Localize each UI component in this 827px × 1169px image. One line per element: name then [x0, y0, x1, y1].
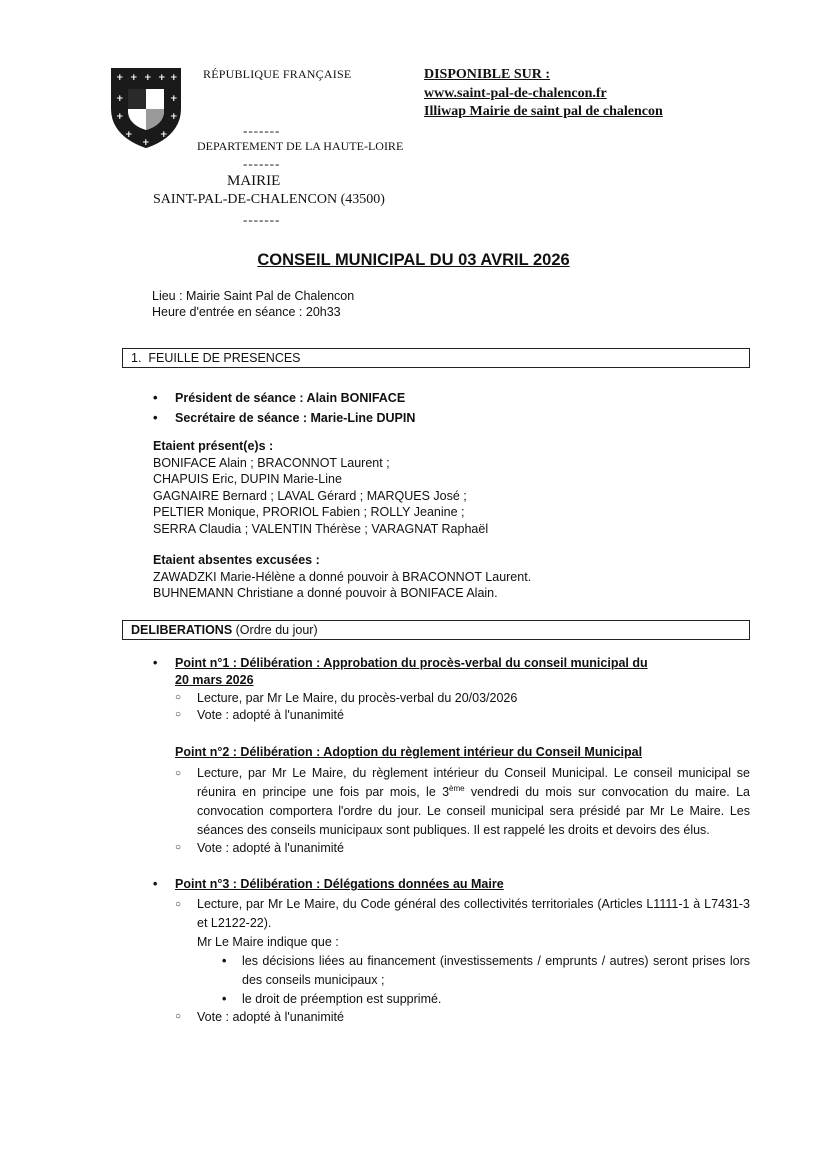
list-item: CHAPUIS Eric, DUPIN Marie-Line: [153, 472, 342, 486]
mairie-label: MAIRIE: [227, 173, 281, 189]
present-heading: Etaient présent(e)s :: [153, 439, 274, 453]
list-item: BUHNEMANN Christiane a donné pouvoir à BONIFACE Alain.: [153, 586, 498, 600]
circle-bullet-icon: ○: [175, 898, 182, 910]
svg-text:+: +: [116, 94, 124, 104]
section-number: 1.: [131, 351, 142, 365]
svg-text:+: +: [125, 130, 133, 140]
point-2: [150, 744, 750, 856]
list-item: ○ Vote : adopté à l'unanimité: [175, 707, 344, 722]
officers-list: [153, 388, 415, 428]
list-item: • Secrétaire de séance : Marie-Line DUPIN: [153, 409, 416, 425]
circle-bullet-icon: ○: [175, 1010, 182, 1022]
point-3: [150, 876, 750, 1025]
header-separator: -------: [243, 156, 281, 171]
svg-text:+: +: [160, 130, 168, 140]
svg-text:+: +: [170, 94, 178, 104]
svg-text:+: +: [170, 112, 178, 122]
circle-bullet-icon: ○: [175, 692, 182, 703]
svg-text:+: +: [144, 73, 152, 83]
bullet-dot-icon: •: [153, 877, 158, 891]
intro-text: Mr Le Maire indique que :: [197, 934, 339, 949]
svg-text:+: +: [130, 73, 138, 83]
circle-bullet-icon: ○: [175, 708, 182, 720]
point-title: • Point n°1 : Délibération : Approbation du procès-verbal du conseil municipal du: [153, 656, 648, 670]
list-item: ○ Lecture, par Mr Le Maire, du Code général des collectivités territoriales (Articles L1111-1 à L7431-3 et L2122-22).: [175, 896, 750, 930]
svg-text:+: +: [158, 73, 166, 83]
list-item: ○ Lecture, par Mr Le Maire, du procès-verbal du 20/03/2026: [175, 691, 518, 705]
svg-text:+: +: [116, 73, 124, 83]
meeting-info: [152, 288, 354, 320]
list-item: ○ Vote : adopté à l'unanimité: [175, 840, 344, 855]
absent-heading: Etaient absentes excusées :: [153, 553, 320, 567]
list-item: • Président de séance : Alain BONIFACE: [153, 389, 406, 405]
heure-text: Heure d'entrée en séance : 20h33: [152, 305, 341, 319]
section-deliberations: [122, 620, 750, 640]
list-item: ○ Lecture, par Mr Le Maire, du règlement intérieur du Conseil Municipal. Le conseil municipal se réunira en principe une fois par mois, le 3ème vendredi du mois sur convocation du maire. La convocation comportera l'ordre du jour. Le conseil municipal sera présidé par Mr Le Maire. Les séances des conseils municipaux sont publiques. Il est rappelé les droits et devoirs des élus.: [175, 765, 750, 837]
header-separator: -------: [243, 212, 281, 227]
list-item: • le droit de préemption est supprimé.: [150, 990, 750, 1009]
circle-bullet-icon: ○: [175, 841, 182, 853]
bullet-dot-icon: •: [222, 953, 227, 968]
bullet-dot-icon: •: [153, 656, 158, 670]
header-separator: -------: [243, 123, 281, 138]
page-title: CONSEIL MUNICIPAL DU 03 AVRIL 2026: [257, 251, 570, 269]
list-item: SERRA Claudia ; VALENTIN Thérèse ; VARAGNAT Raphaël: [153, 521, 489, 536]
point-title: Point n°2 : Délibération : Adoption du règlement intérieur du Conseil Municipal: [175, 745, 643, 759]
republique-label: RÉPUBLIQUE FRANÇAISE: [203, 67, 352, 81]
availability-block: [424, 66, 663, 122]
section-label: DELIBERATIONS: [131, 623, 233, 637]
coat-of-arms-icon: [110, 67, 182, 149]
present-list: [153, 438, 488, 537]
list-item: GAGNAIRE Bernard ; LAVAL Gérard ; MARQUES José ;: [153, 488, 467, 503]
illiwap-link[interactable]: Illiwap Mairie de saint pal de chalencon: [424, 104, 663, 119]
svg-text:+: +: [142, 138, 150, 148]
list-item: BONIFACE Alain ; BRACONNOT Laurent ;: [153, 455, 390, 470]
point-title: • Point n°3 : Délibération : Délégations données au Maire: [153, 877, 504, 891]
section-label-suffix: (Ordre du jour): [232, 623, 318, 637]
point-1: [150, 655, 750, 723]
list-item: ZAWADZKI Marie-Hélène a donné pouvoir à BRACONNOT Laurent.: [153, 569, 532, 584]
point-title: 20 mars 2026: [175, 672, 254, 687]
bullet-dot-icon: •: [153, 389, 158, 405]
departement-label: DEPARTEMENT DE LA HAUTE-LOIRE: [197, 139, 404, 153]
section-presences: [122, 348, 750, 368]
list-item: ○ Vote : adopté à l'unanimité: [175, 1009, 344, 1024]
circle-bullet-icon: ○: [175, 767, 182, 779]
commune-label: SAINT-PAL-DE-CHALENCON (43500): [153, 192, 385, 207]
availability-label: DISPONIBLE SUR :: [424, 67, 551, 82]
list-item: • les décisions liées au financement (investissements / emprunts / autres) seront prises lors des conseils municipaux ;: [222, 953, 750, 987]
list-item: PELTIER Monique, PRORIOL Fabien ; ROLLY Jeanine ;: [153, 505, 465, 519]
svg-text:+: +: [170, 73, 178, 83]
bullet-dot-icon: •: [153, 409, 158, 425]
svg-text:+: +: [116, 112, 124, 122]
section-label: FEUILLE DE PRESENCES: [148, 351, 301, 365]
deliberations-list: [150, 655, 750, 1025]
bullet-dot-icon: •: [222, 991, 227, 1006]
absent-list: [153, 552, 531, 602]
website-link[interactable]: www.saint-pal-de-chalencon.fr: [424, 85, 607, 101]
lieu-text: Lieu : Mairie Saint Pal de Chalencon: [152, 289, 355, 303]
